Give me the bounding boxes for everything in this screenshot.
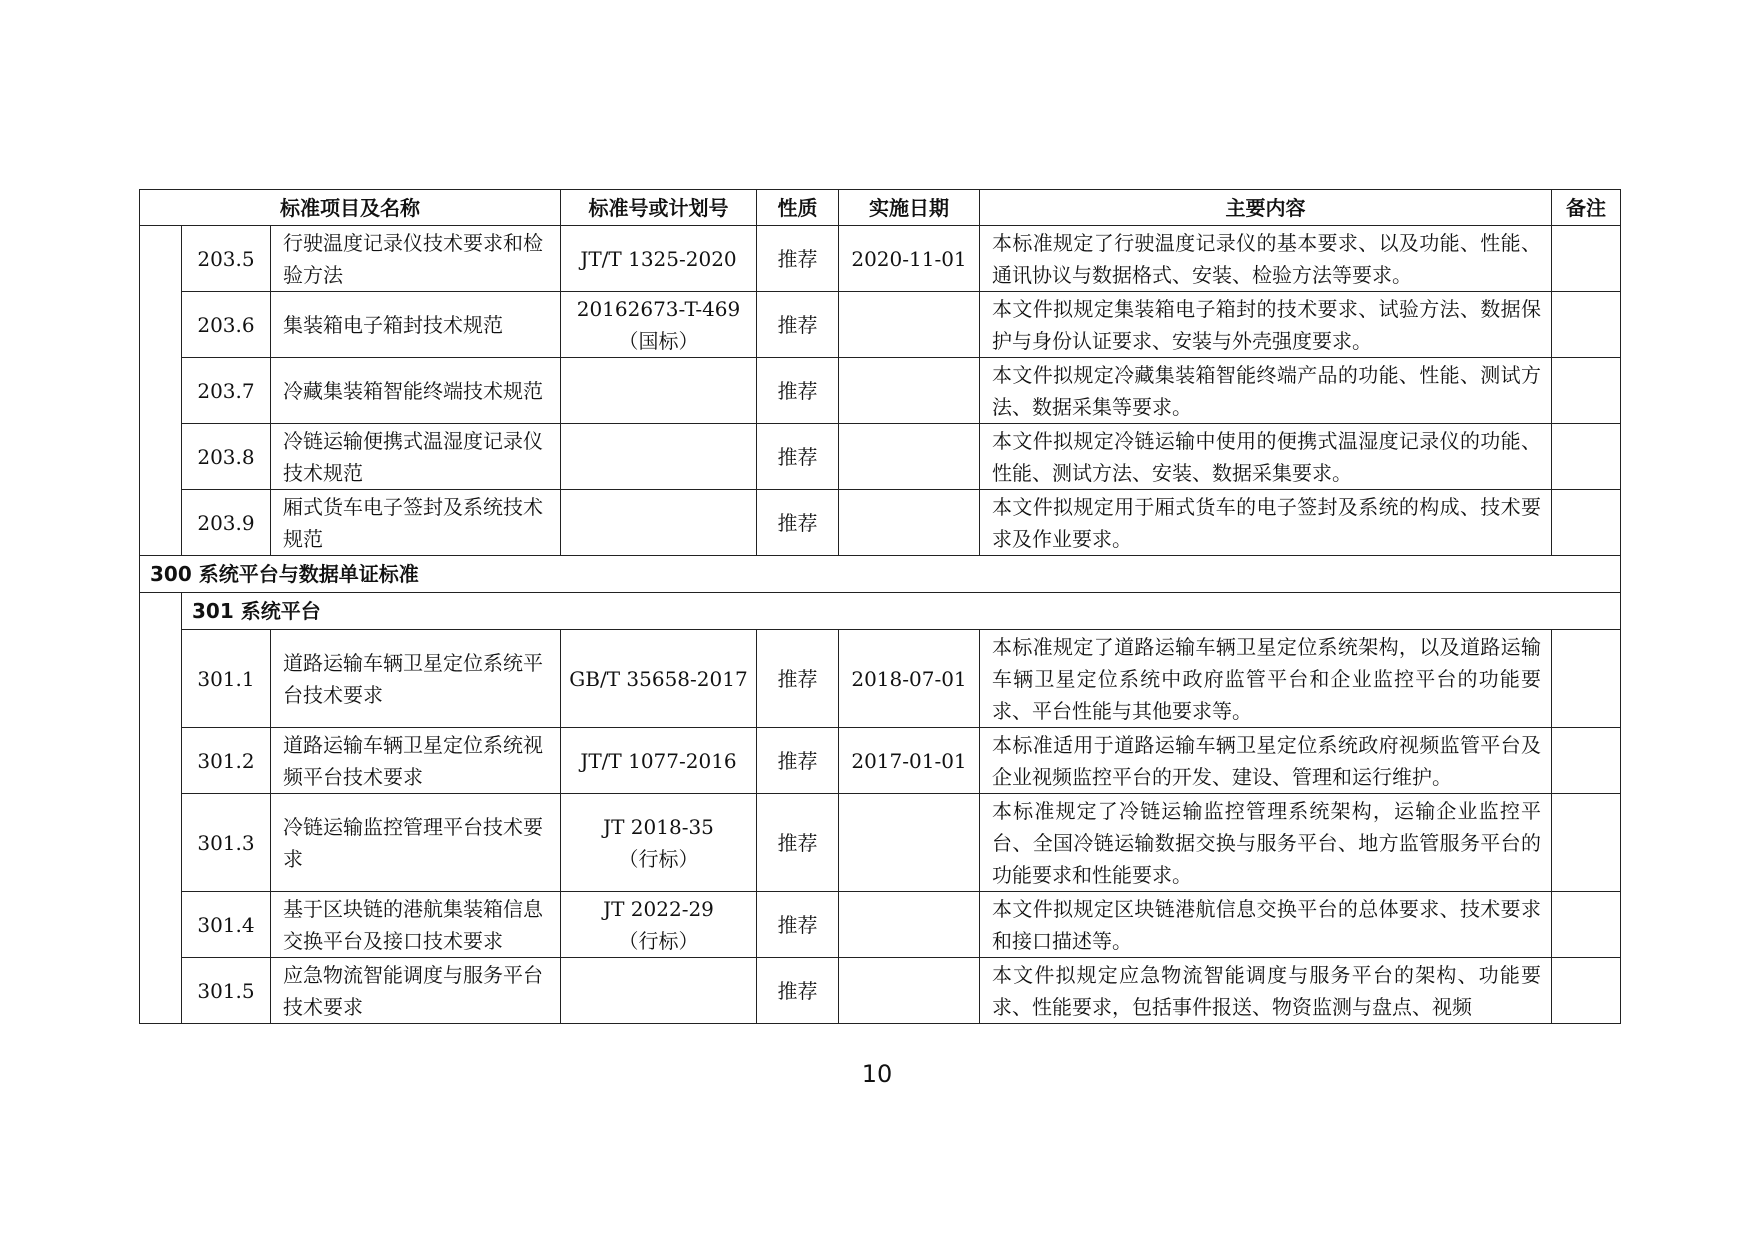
row-remark [1552,794,1621,892]
indent-cell [140,593,182,1024]
row-type: 推荐 [757,424,839,490]
row-remark [1552,358,1621,424]
row-remark [1552,490,1621,556]
row-name: 应急物流智能调度与服务平台技术要求 [271,958,561,1024]
row-code [561,424,757,490]
row-content: 本文件拟规定冷链运输中使用的便携式温湿度记录仪的功能、性能、测试方法、安装、数据采集要求。 [980,424,1552,490]
row-code-main: JT/T 1077-2016 [580,748,737,773]
table-row [140,630,1621,728]
row-content: 本文件拟规定冷藏集装箱智能终端产品的功能、性能、测试方法、数据采集等要求。 [980,358,1552,424]
row-code [561,892,757,958]
row-code-note: （国标） [618,328,699,353]
row-remark [1552,424,1621,490]
row-name: 道路运输车辆卫星定位系统平台技术要求 [271,630,561,728]
row-content: 本文件拟规定区块链港航信息交换平台的总体要求、技术要求和接口描述等。 [980,892,1552,958]
row-content: 本文件拟规定应急物流智能调度与服务平台的架构、功能要求、性能要求，包括事件报送、物资监测与盘点、视频 [980,958,1552,1024]
row-code [561,292,757,358]
row-code [561,226,757,292]
row-code-note: （行标） [618,928,699,953]
row-number: 203.5 [182,226,271,292]
row-date [839,490,980,556]
row-code [561,630,757,728]
row-date [839,292,980,358]
header-content: 主要内容 [980,190,1552,226]
row-code [561,358,757,424]
row-content: 本标准规定了行驶温度记录仪的基本要求、以及功能、性能、通讯协议与数据格式、安装、检验方法等要求。 [980,226,1552,292]
row-code-main: GB/T 35658-2017 [569,666,748,691]
table-row [140,292,1621,358]
row-type: 推荐 [757,794,839,892]
header-item-name: 标准项目及名称 [140,190,561,226]
header-row [140,190,1621,226]
row-code-main: JT 2022-29 [603,896,714,921]
row-type: 推荐 [757,358,839,424]
subsection-title: 301 系统平台 [182,593,1621,630]
row-number: 301.4 [182,892,271,958]
row-name: 厢式货车电子签封及系统技术规范 [271,490,561,556]
row-number: 203.8 [182,424,271,490]
row-remark [1552,892,1621,958]
row-content: 本文件拟规定集装箱电子箱封的技术要求、试验方法、数据保护与身份认证要求、安装与外壳强度要求。 [980,292,1552,358]
row-code [561,490,757,556]
row-date: 2020-11-01 [839,226,980,292]
row-date: 2018-07-01 [839,630,980,728]
row-content: 本标准规定了道路运输车辆卫星定位系统架构，以及道路运输车辆卫星定位系统中政府监管平台和企业监控平台的功能要求、平台性能与其他要求等。 [980,630,1552,728]
row-code [561,728,757,794]
row-date [839,358,980,424]
row-code-main: JT 2018-35 [603,814,714,839]
row-content: 本标准规定了冷链运输监控管理系统架构，运输企业监控平台、全国冷链运输数据交换与服务平台、地方监管服务平台的功能要求和性能要求。 [980,794,1552,892]
section-row [140,556,1621,593]
row-number: 301.1 [182,630,271,728]
row-number: 301.5 [182,958,271,1024]
row-type: 推荐 [757,892,839,958]
table-row [140,490,1621,556]
table-row [140,728,1621,794]
row-content: 本标准适用于道路运输车辆卫星定位系统政府视频监管平台及企业视频监控平台的开发、建设、管理和运行维护。 [980,728,1552,794]
row-code-note: （行标） [618,846,699,871]
row-type: 推荐 [757,292,839,358]
row-code-main: JT/T 1325-2020 [580,246,737,271]
row-remark [1552,292,1621,358]
table-row [140,358,1621,424]
table-row [140,226,1621,292]
header-date: 实施日期 [839,190,980,226]
row-number: 203.7 [182,358,271,424]
row-code [561,958,757,1024]
subsection-row [140,593,1621,630]
row-name: 集装箱电子箱封技术规范 [271,292,561,358]
row-number: 203.9 [182,490,271,556]
row-remark [1552,630,1621,728]
table-row [140,794,1621,892]
row-name: 冷藏集装箱智能终端技术规范 [271,358,561,424]
row-type: 推荐 [757,958,839,1024]
row-name: 冷链运输监控管理平台技术要求 [271,794,561,892]
row-type: 推荐 [757,630,839,728]
row-code [561,794,757,892]
header-type: 性质 [757,190,839,226]
section-title: 300 系统平台与数据单证标准 [140,556,1621,593]
row-content: 本文件拟规定用于厢式货车的电子签封及系统的构成、技术要求及作业要求。 [980,490,1552,556]
row-number: 301.3 [182,794,271,892]
table-row [140,958,1621,1024]
header-remark: 备注 [1552,190,1621,226]
page-number: 10 [861,1060,893,1088]
row-name: 基于区块链的港航集装箱信息交换平台及接口技术要求 [271,892,561,958]
row-type: 推荐 [757,226,839,292]
row-date [839,424,980,490]
row-remark [1552,226,1621,292]
table-row [140,424,1621,490]
table-row [140,892,1621,958]
indent-cell [140,226,182,556]
row-date [839,892,980,958]
row-code-main: 20162673-T-469 [576,296,741,321]
row-date [839,794,980,892]
row-name: 行驶温度记录仪技术要求和检验方法 [271,226,561,292]
row-name: 冷链运输便携式温湿度记录仪技术规范 [271,424,561,490]
row-number: 203.6 [182,292,271,358]
row-date [839,958,980,1024]
row-name: 道路运输车辆卫星定位系统视频平台技术要求 [271,728,561,794]
standards-table [139,189,1621,1024]
header-code: 标准号或计划号 [561,190,757,226]
row-type: 推荐 [757,728,839,794]
row-remark [1552,958,1621,1024]
row-type: 推荐 [757,490,839,556]
row-remark [1552,728,1621,794]
row-date: 2017-01-01 [839,728,980,794]
row-number: 301.2 [182,728,271,794]
